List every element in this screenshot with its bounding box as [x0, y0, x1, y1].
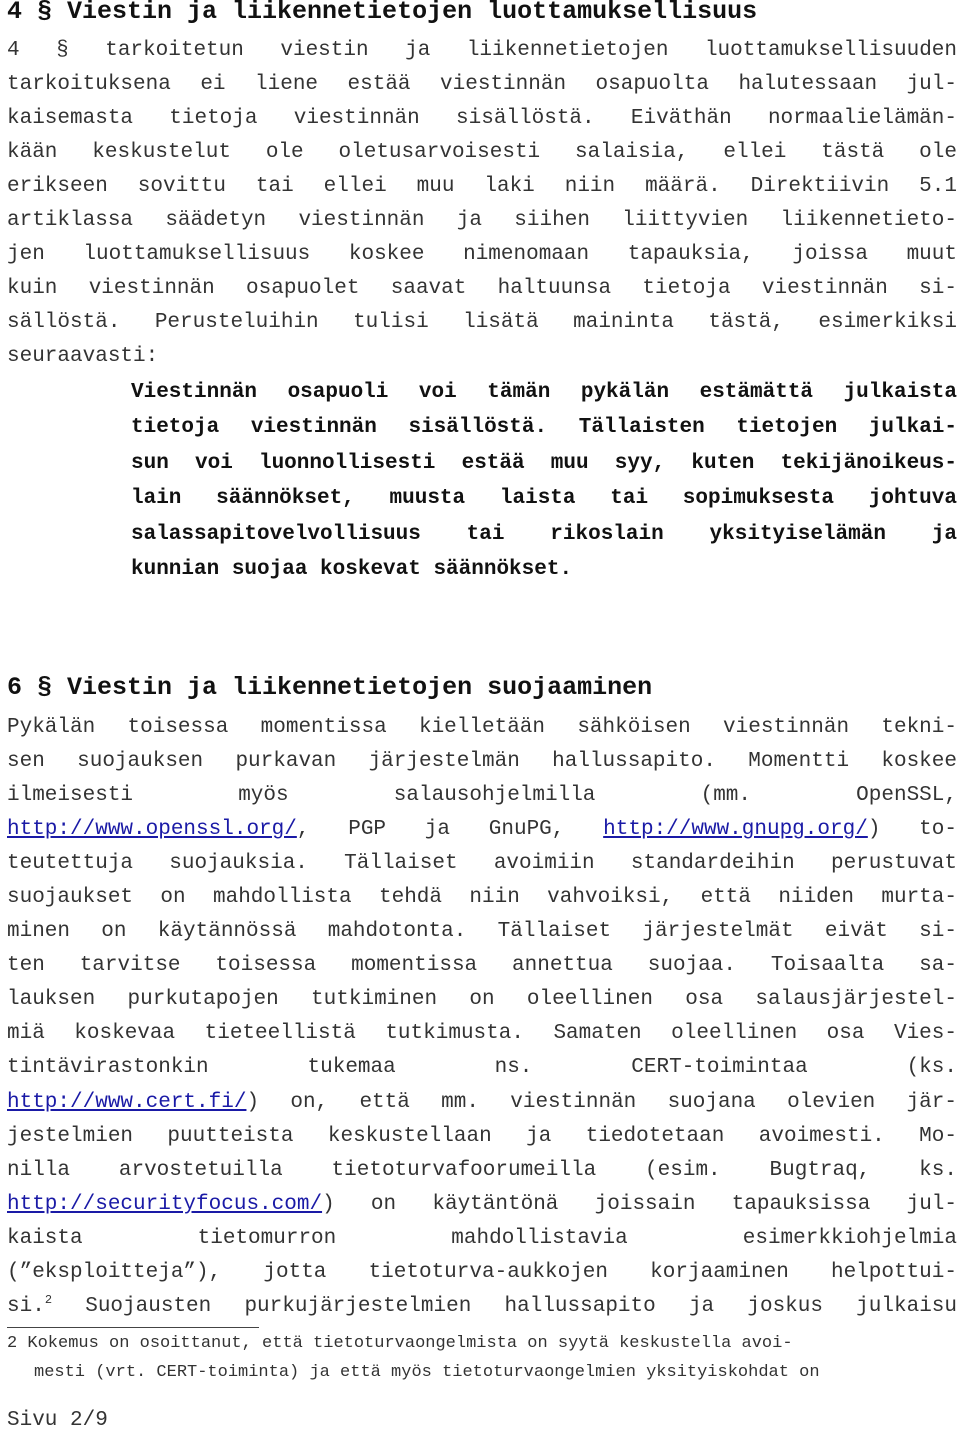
body-line: 4 § tarkoitetun viestin ja liikennetietojen luottamuksellisuuden: [7, 39, 957, 62]
body-line: lauksen purkutapojen tutkiminen on oleellinen osa salausjärjestel-: [7, 988, 957, 1011]
page-number: Sivu 2/9: [7, 1409, 108, 1432]
footnote-reference: 2: [44, 1293, 53, 1307]
body-text: , PGP ja GnuPG,: [296, 818, 604, 841]
body-line: teutettuja suojauksia. Tällaiset avoimiin standardeihin perustuvat: [7, 852, 957, 875]
body-line: kään keskustelut ole oletusarvoisesti salaisia, ellei tästä ole: [7, 141, 957, 164]
body-line: nilla arvostetuilla tietoturvafoorumeilla (esim. Bugtraq, ks.: [7, 1159, 957, 1182]
body-line: tarkoituksena ei liene estää viestinnän osapuolta halutessaan jul-: [7, 73, 957, 96]
body-text: ) on käytäntönä joissain tapauksissa jul-: [322, 1193, 957, 1216]
body-line: ten tarvitse toisessa momentissa annettua suojaa. Toisaalta sa-: [7, 954, 957, 977]
body-line: jen luottamuksellisuus koskee nimenomaan tapauksia, joissa muut: [7, 243, 957, 266]
body-line: minen on käytännössä mahdotonta. Tällaiset järjestelmät eivät si-: [7, 920, 957, 943]
quote-line: Viestinnän osapuoli voi tämän pykälän estämättä julkaista: [131, 381, 957, 404]
body-line: kaisemasta tietoja viestinnän sisällöstä. Eiväthän normaalielämän-: [7, 107, 957, 130]
body-text: Suojausten purkujärjestelmien hallussapito ja joskus julkaisu: [52, 1295, 957, 1318]
quote-line: tietoja viestinnän sisällöstä. Tällaisten tietojen julkai-: [131, 416, 957, 439]
body-line: sällöstä. Perusteluihin tulisi lisätä maininta tästä, esimerkiksi: [7, 311, 957, 334]
body-line: ilmeisesti myös salausohjelmilla (mm. OpenSSL,: [7, 784, 957, 807]
body-line-links: [7, 818, 957, 842]
footnote-line: mesti (vrt. CERT-toiminta) ja että myös tietoturvaongelmien yksityiskohdat on: [34, 1363, 820, 1382]
body-line: kuin viestinnän osapuolet saavat haltuunsa tietoja viestinnän si-: [7, 277, 957, 300]
footnote-line: 2 Kokemus on osoittanut, että tietoturvaongelmista on syytä keskustella avoi-: [7, 1334, 793, 1353]
body-line: Pykälän toisessa momentissa kielletään sähköisen viestinnän tekni-: [7, 716, 957, 739]
body-line: miä koskevaa tieteellistä tutkimusta. Samaten oleellinen osa Vies-: [7, 1022, 957, 1045]
body-line: [7, 1295, 957, 1319]
body-line-links: [7, 1091, 957, 1115]
body-line: erikseen sovittu tai ellei muu laki niin määrä. Direktiivin 5.1: [7, 175, 957, 198]
quote-line: sun voi luonnollisesti estää muu syy, kuten tekijänoikeus-: [131, 452, 957, 475]
body-line: jestelmien puutteista keskustellaan ja tiedotetaan avoimesti. Mo-: [7, 1125, 957, 1148]
body-line: tintävirastonkin tukemaa ns. CERT-toimintaa (ks.: [7, 1056, 957, 1079]
link-gnupg[interactable]: http://www.gnupg.org/: [603, 818, 868, 841]
body-line: sen suojauksen purkavan järjestelmän hallussapito. Momentti koskee: [7, 750, 957, 773]
quote-line: kunnian suojaa koskevat säännökset.: [131, 558, 573, 581]
section-4-heading: 4 § Viestin ja liikennetietojen luottamuksellisuus: [7, 0, 758, 26]
quote-line: lain säännökset, muusta laista tai sopimuksesta johtuva: [131, 487, 957, 510]
footnote-divider: [7, 1327, 259, 1328]
body-line-links: [7, 1193, 957, 1217]
section-6-heading: 6 § Viestin ja liikennetietojen suojaaminen: [7, 673, 653, 702]
body-line: (”eksploitteja”), jotta tietoturva-aukkojen korjaaminen helpottui-: [7, 1261, 957, 1284]
body-text: ) on, että mm. viestinnän suojana olevien jär-: [246, 1091, 957, 1114]
link-openssl[interactable]: http://www.openssl.org/: [7, 818, 297, 841]
body-line: artiklassa säädetyn viestinnän ja siihen liittyvien liikennetieto-: [7, 209, 957, 232]
body-line: seuraavasti:: [7, 345, 159, 368]
link-cert[interactable]: http://www.cert.fi/: [7, 1091, 247, 1114]
link-securityfocus[interactable]: http://securityfocus.com/: [7, 1193, 323, 1216]
quote-line: salassapitovelvollisuus tai rikoslain yksityiselämän ja: [131, 523, 957, 546]
body-line: kaista tietomurron mahdollistavia esimerkkiohjelmia: [7, 1227, 957, 1250]
body-text: ) to-: [867, 818, 957, 841]
body-text: si.: [7, 1295, 45, 1318]
body-line: suojaukset on mahdollista tehdä niin vahvoiksi, että niiden murta-: [7, 886, 957, 909]
